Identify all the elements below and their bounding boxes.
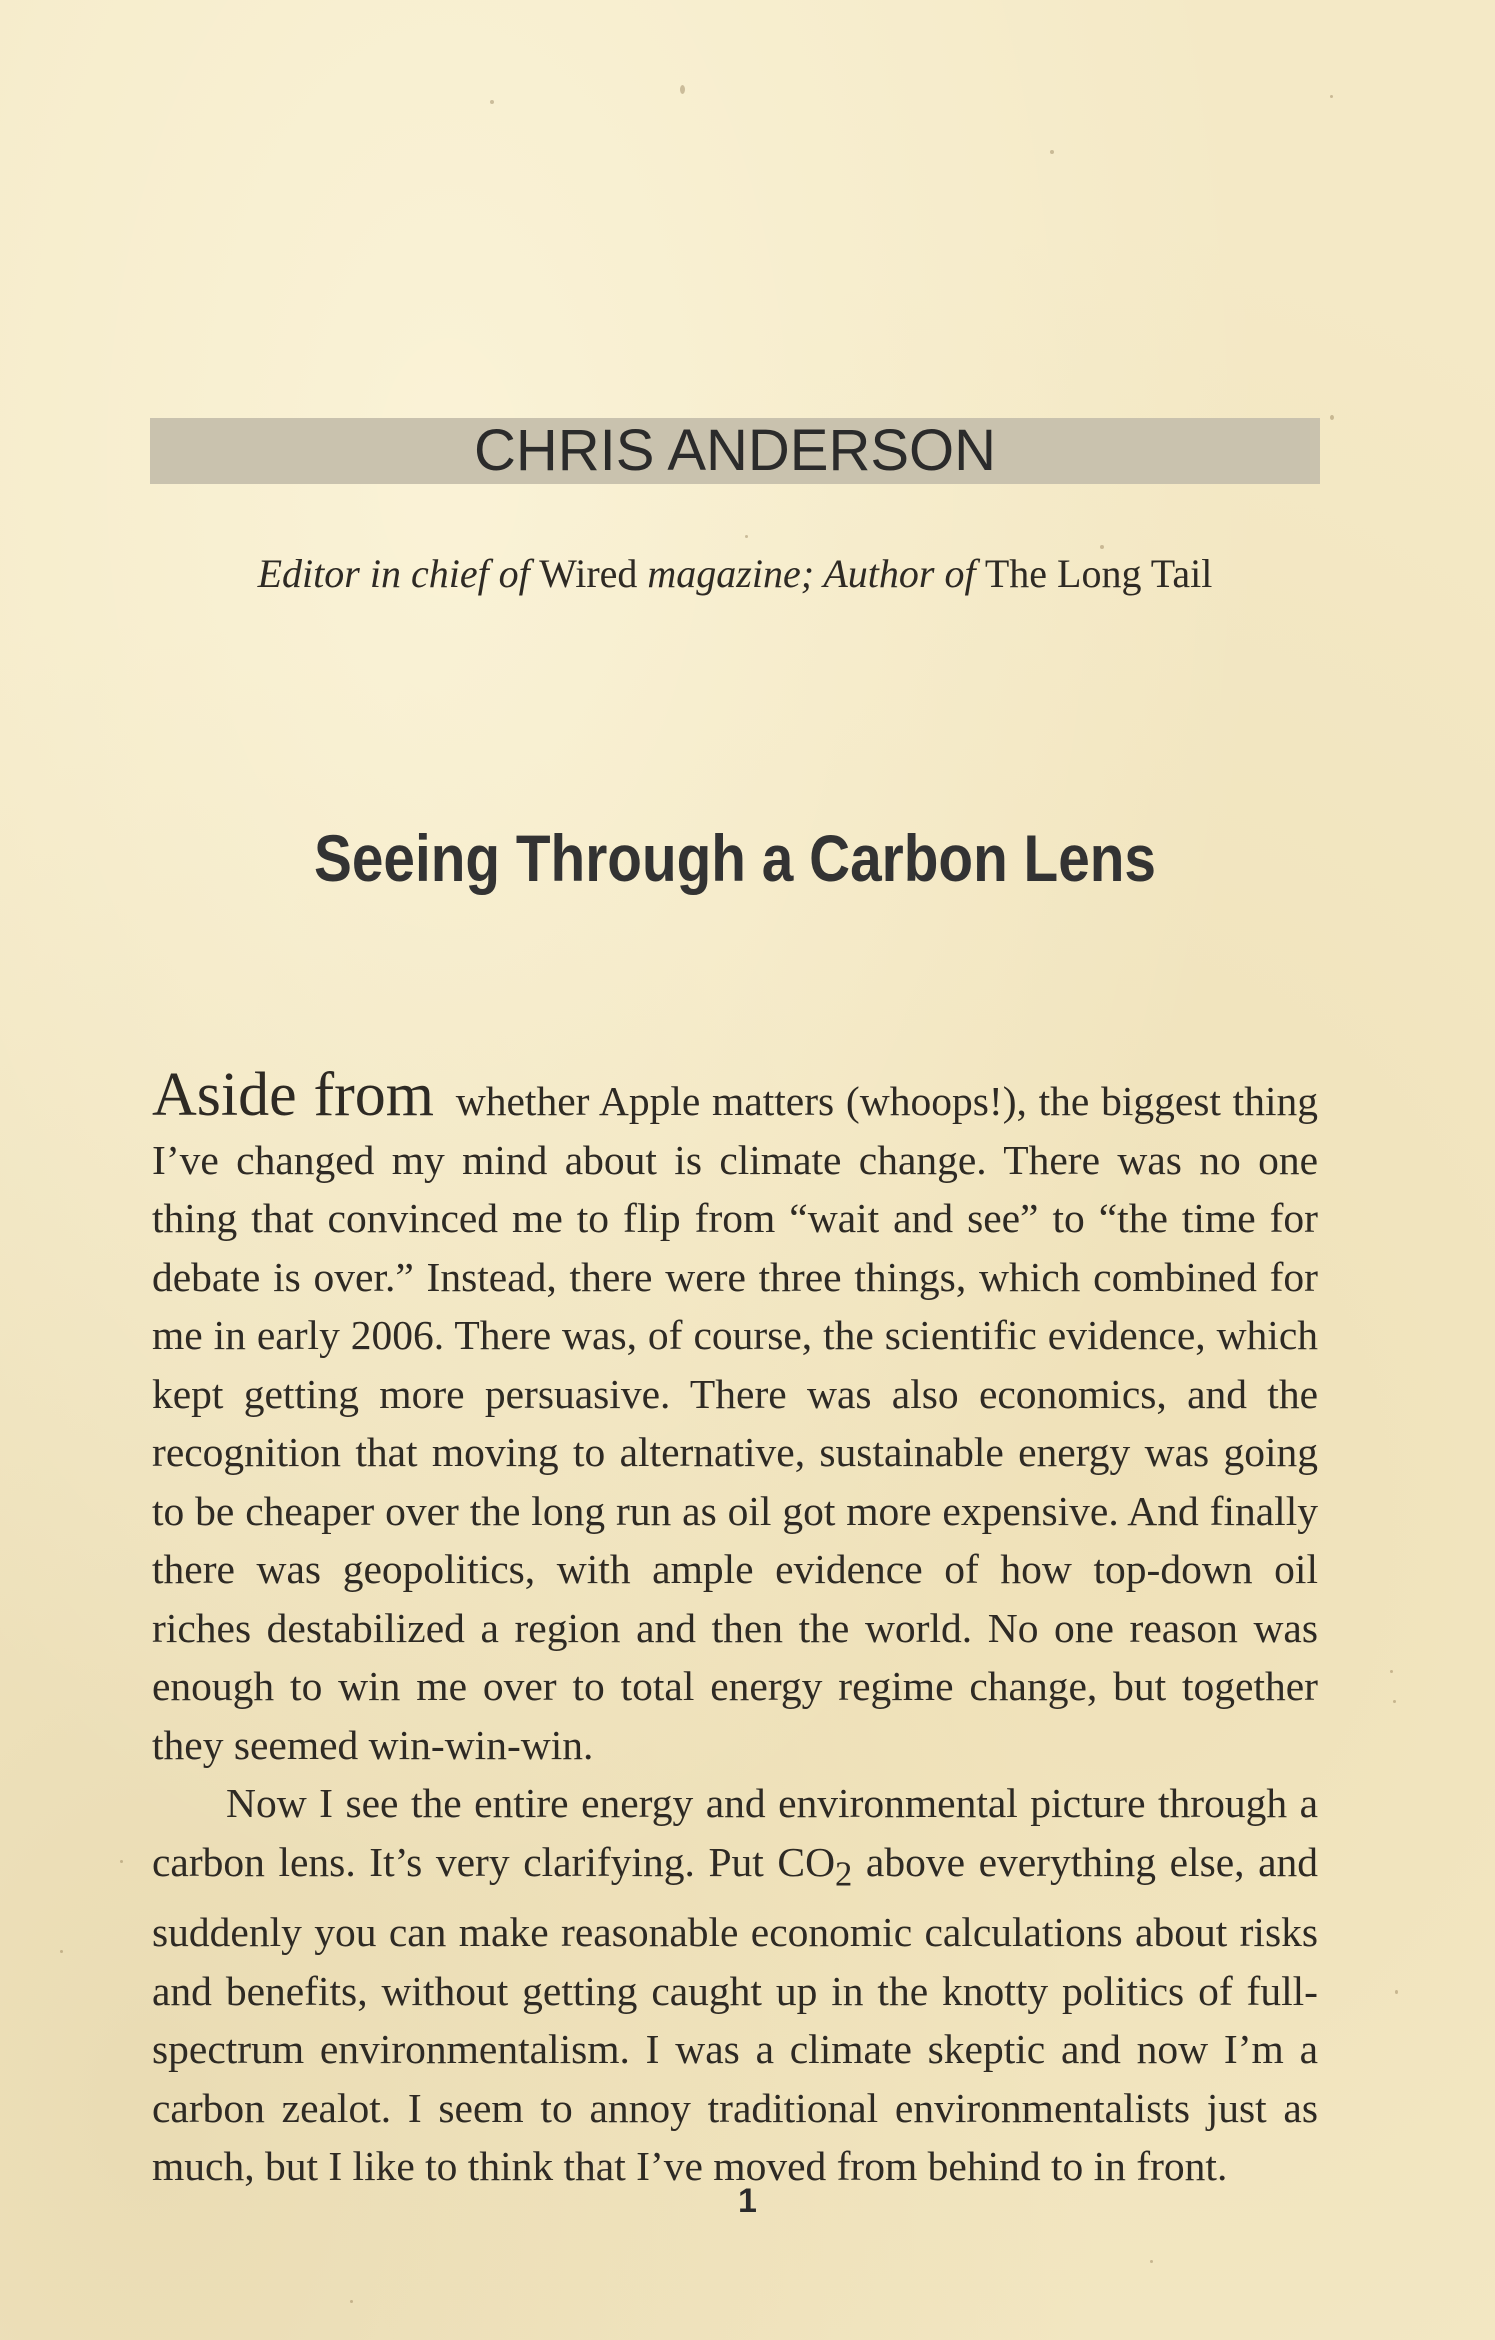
paragraph-2-text-before: Now I see the entire energy and environmental picture through a carbon lens. It’s very clarifying. Put CO xyxy=(152,1780,1318,1885)
paragraph-1 xyxy=(152,1061,1318,1774)
subtitle-role-author: magazine; Author of xyxy=(647,551,976,596)
paragraph-2 xyxy=(152,1774,1318,2196)
author-subtitle xyxy=(150,550,1320,597)
essay-body xyxy=(152,1061,1319,2196)
subtitle-publication: Wired xyxy=(539,551,638,596)
essay-title: Seeing Through a Carbon Lens xyxy=(313,821,1156,895)
subtitle-book: The Long Tail xyxy=(984,551,1213,596)
paragraph-2-text-after: above everything else, and suddenly you can make reasonable economic calculations about risks and benefits, without getting caught up in the knotty politics of full-spectrum environmentalism. I was a climate skeptic and now I’m a carbon zealot. I seem to annoy traditional environmentalists just as much, but I like to think that I’ve moved from behind to in front. xyxy=(152,1838,1319,2190)
page-number: 1 xyxy=(738,2182,757,2220)
subtitle-role: Editor in chief of xyxy=(257,551,530,596)
co2-subscript: 2 xyxy=(835,1854,853,1893)
paragraph-1-text: whether Apple matters (whoops!), the biggest thing I’ve changed my mind about is climate change. There was no one thing that convinced me to flip from “wait and see” to “the time for debate is over.” Instead, there were three things, which combined for me in early 2006. There was, of course, the scientific evidence, which kept getting more persuasive. There was also economics, and the recognition that moving to alternative, sustainable energy was going to be cheaper over the long run as oil got more expensive. And finally there was geopolitics, with ample evidence of how top-down oil riches destabilized a region and then the world. No one reason was enough to win me over to total energy regime change, but together they seemed win-win-win. xyxy=(152,1078,1318,1768)
author-name: CHRIS ANDERSON xyxy=(473,418,997,483)
lead-words: Aside from xyxy=(152,1061,435,1129)
